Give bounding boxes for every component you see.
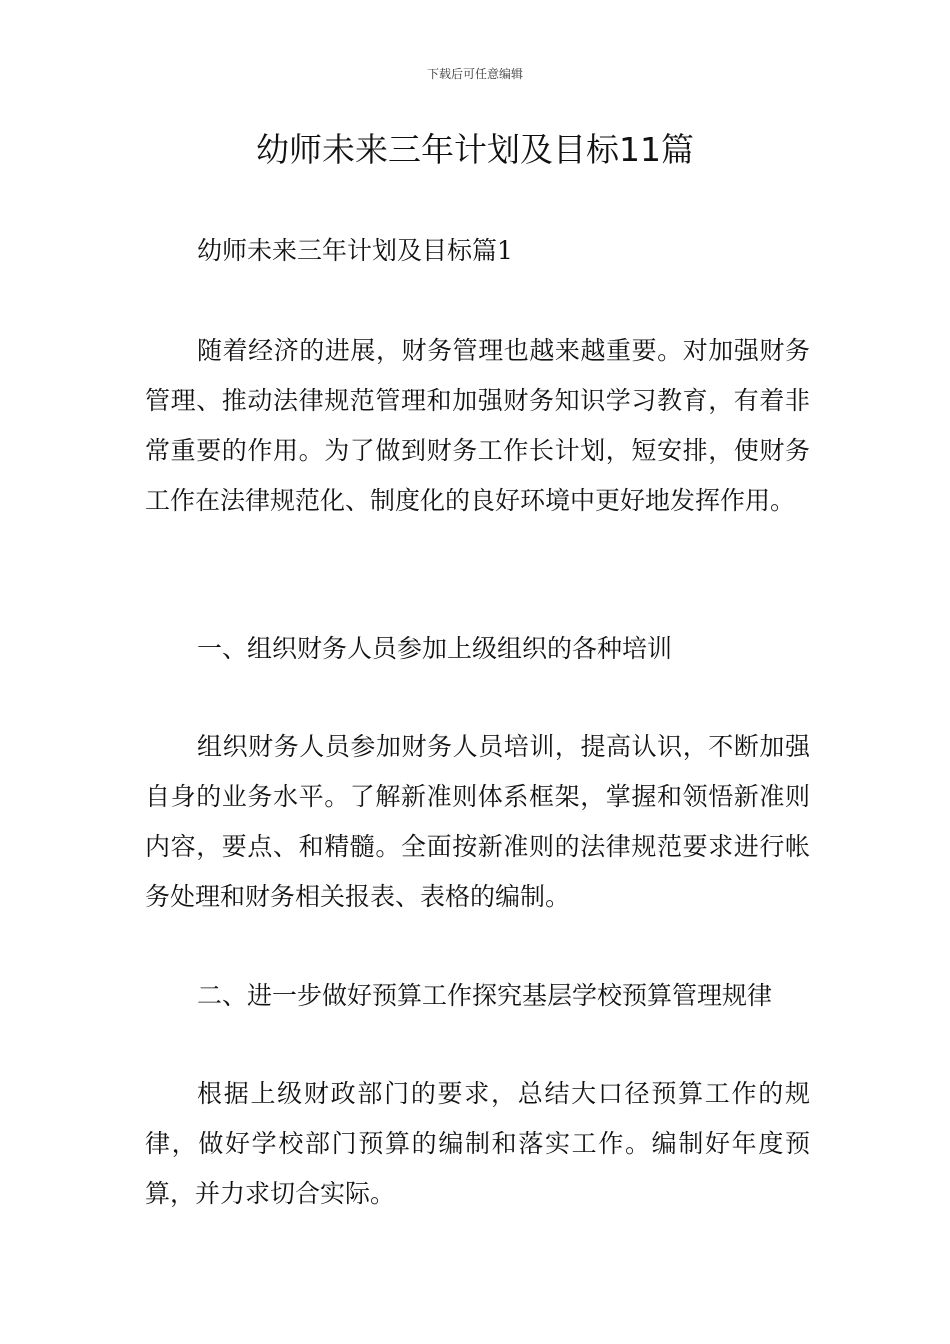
paragraph-training: 组织财务人员参加财务人员培训，提高认识，不断加强自身的业务水平。了解新准则体系框架，掌握和领悟新准则内容，要点、和精髓。全面按新准则的法律规范要求进行帐务处理和财务相关报表、表格的编制。 xyxy=(145,732,810,911)
document-title: 幼师未来三年计划及目标11篇 xyxy=(256,130,694,169)
section-subtitle: 幼师未来三年计划及目标篇1 xyxy=(197,236,513,265)
paragraph-intro: 随着经济的进展，财务管理也越来越重要。对加强财务管理、推动法律规范管理和加强财务知识学习教育，有着非常重要的作用。为了做到财务工作长计划，短安排，使财务工作在法律规范化、制度化的良好环境中更好地发挥作用。 xyxy=(145,336,810,515)
paragraph-budget: 根据上级财政部门的要求，总结大口径预算工作的规律，做好学校部门预算的编制和落实工作。编制好年度预算，并力求切合实际。 xyxy=(145,1079,810,1208)
header-note: 下载后可任意编辑 xyxy=(426,67,523,81)
section-heading-training: 一、组织财务人员参加上级组织的各种培训 xyxy=(197,634,673,663)
section-heading-budget: 二、进一步做好预算工作探究基层学校预算管理规律 xyxy=(197,981,773,1010)
